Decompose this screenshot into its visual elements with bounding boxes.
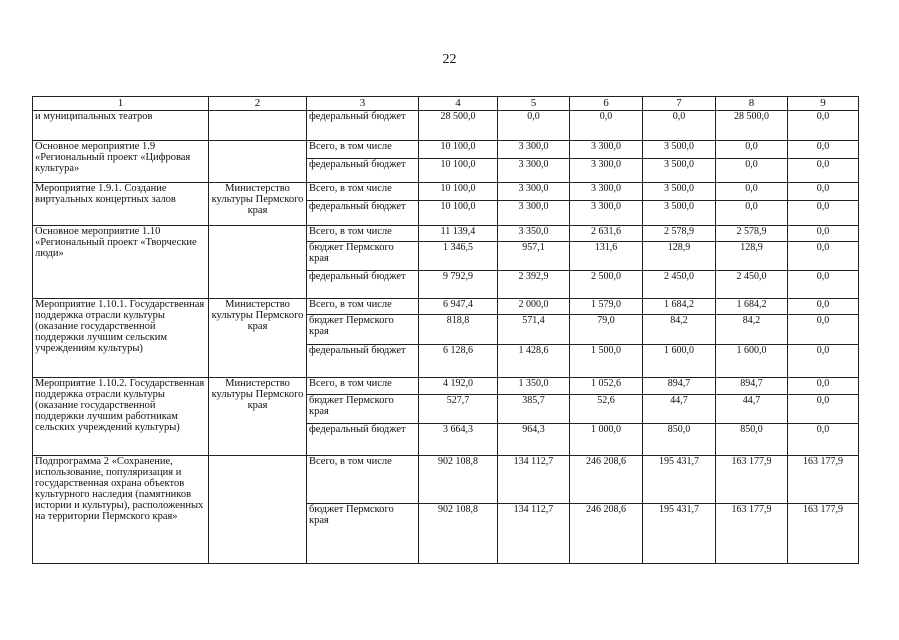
measure-name: и муниципальных театров	[33, 111, 209, 141]
amount-cell: 1 579,0	[570, 299, 643, 315]
funding-source: бюджет Пермского края	[307, 315, 419, 345]
amount-cell: 0,0	[570, 111, 643, 141]
amount-cell: 2 392,9	[498, 271, 570, 299]
amount-cell: 79,0	[570, 315, 643, 345]
amount-cell: 0,0	[788, 315, 859, 345]
page-number: 22	[442, 52, 457, 67]
amount-cell: 850,0	[643, 424, 716, 456]
amount-cell: 1 428,6	[498, 345, 570, 378]
amount-cell: 44,7	[643, 395, 716, 424]
funding-source: Всего, в том числе	[307, 183, 419, 201]
amount-cell: 2 450,0	[716, 271, 788, 299]
funding-source: бюджет Пермского края	[307, 504, 419, 564]
funding-source: Всего, в том числе	[307, 378, 419, 395]
funding-source: федеральный бюджет	[307, 345, 419, 378]
amount-cell: 134 112,7	[498, 456, 570, 504]
amount-cell: 0,0	[788, 395, 859, 424]
amount-cell: 0,0	[788, 141, 859, 159]
table-row	[33, 111, 859, 141]
amount-cell: 195 431,7	[643, 504, 716, 564]
amount-cell: 1 350,0	[498, 378, 570, 395]
amount-cell: 10 100,0	[419, 141, 498, 159]
amount-cell: 163 177,9	[788, 504, 859, 564]
amount-cell: 1 500,0	[570, 345, 643, 378]
amount-cell: 3 300,0	[570, 183, 643, 201]
amount-cell: 964,3	[498, 424, 570, 456]
amount-cell: 3 300,0	[570, 141, 643, 159]
amount-cell: 1 684,2	[643, 299, 716, 315]
column-header: 5	[498, 97, 570, 111]
funding-source: Всего, в том числе	[307, 141, 419, 159]
amount-cell: 1 000,0	[570, 424, 643, 456]
amount-cell: 2 000,0	[498, 299, 570, 315]
amount-cell: 1 346,5	[419, 242, 498, 271]
amount-cell: 0,0	[716, 183, 788, 201]
amount-cell: 246 208,6	[570, 456, 643, 504]
amount-cell: 163 177,9	[716, 456, 788, 504]
amount-cell: 0,0	[788, 159, 859, 183]
amount-cell: 11 139,4	[419, 226, 498, 242]
amount-cell: 3 300,0	[570, 201, 643, 226]
amount-cell: 3 500,0	[643, 183, 716, 201]
amount-cell: 0,0	[788, 345, 859, 378]
amount-cell: 52,6	[570, 395, 643, 424]
amount-cell: 527,7	[419, 395, 498, 424]
measure-name: Мероприятие 1.9.1. Создание виртуальных концертных залов	[33, 183, 209, 226]
funding-source: федеральный бюджет	[307, 271, 419, 299]
amount-cell: 3 300,0	[570, 159, 643, 183]
executor: Министерство культуры Пермского края	[209, 378, 307, 456]
funding-source: Всего, в том числе	[307, 456, 419, 504]
amount-cell: 385,7	[498, 395, 570, 424]
amount-cell: 818,8	[419, 315, 498, 345]
measure-name: Мероприятие 1.10.1. Государственная поддержка отрасли культуры (оказание государственной поддержки лучшим сельским учреждениям культуры)	[33, 299, 209, 378]
funding-source: федеральный бюджет	[307, 424, 419, 456]
amount-cell: 1 600,0	[716, 345, 788, 378]
amount-cell: 6 128,6	[419, 345, 498, 378]
amount-cell: 850,0	[716, 424, 788, 456]
column-header: 8	[716, 97, 788, 111]
column-header: 3	[307, 97, 419, 111]
amount-cell: 2 578,9	[643, 226, 716, 242]
funding-source: бюджет Пермского края	[307, 395, 419, 424]
amount-cell: 10 100,0	[419, 159, 498, 183]
table-row	[33, 183, 859, 201]
executor	[209, 111, 307, 141]
amount-cell: 902 108,8	[419, 456, 498, 504]
amount-cell: 84,2	[643, 315, 716, 345]
table-row	[33, 456, 859, 504]
amount-cell: 3 500,0	[643, 141, 716, 159]
column-header: 2	[209, 97, 307, 111]
amount-cell: 571,4	[498, 315, 570, 345]
amount-cell: 902 108,8	[419, 504, 498, 564]
amount-cell: 163 177,9	[788, 456, 859, 504]
amount-cell: 2 578,9	[716, 226, 788, 242]
amount-cell: 0,0	[788, 424, 859, 456]
amount-cell: 4 192,0	[419, 378, 498, 395]
amount-cell: 3 300,0	[498, 141, 570, 159]
amount-cell: 1 684,2	[716, 299, 788, 315]
amount-cell: 0,0	[788, 201, 859, 226]
amount-cell: 131,6	[570, 242, 643, 271]
table-row	[33, 299, 859, 315]
table-row	[33, 378, 859, 395]
executor	[209, 226, 307, 299]
column-header: 7	[643, 97, 716, 111]
amount-cell: 0,0	[788, 226, 859, 242]
amount-cell: 1 052,6	[570, 378, 643, 395]
column-header: 1	[33, 97, 209, 111]
amount-cell: 28 500,0	[419, 111, 498, 141]
amount-cell: 195 431,7	[643, 456, 716, 504]
table-row	[33, 141, 859, 159]
amount-cell: 28 500,0	[716, 111, 788, 141]
amount-cell: 894,7	[716, 378, 788, 395]
measure-name: Основное мероприятие 1.10 «Региональный проект «Творческие люди»	[33, 226, 209, 299]
amount-cell: 3 664,3	[419, 424, 498, 456]
funding-source: Всего, в том числе	[307, 226, 419, 242]
amount-cell: 3 500,0	[643, 201, 716, 226]
amount-cell: 0,0	[788, 183, 859, 201]
amount-cell: 10 100,0	[419, 183, 498, 201]
amount-cell: 2 450,0	[643, 271, 716, 299]
amount-cell: 3 300,0	[498, 201, 570, 226]
amount-cell: 3 300,0	[498, 183, 570, 201]
amount-cell: 246 208,6	[570, 504, 643, 564]
amount-cell: 0,0	[788, 271, 859, 299]
amount-cell: 44,7	[716, 395, 788, 424]
amount-cell: 894,7	[643, 378, 716, 395]
amount-cell: 0,0	[788, 299, 859, 315]
funding-source: федеральный бюджет	[307, 201, 419, 226]
amount-cell: 0,0	[716, 141, 788, 159]
amount-cell: 2 631,6	[570, 226, 643, 242]
amount-cell: 0,0	[788, 242, 859, 271]
amount-cell: 0,0	[643, 111, 716, 141]
amount-cell: 10 100,0	[419, 201, 498, 226]
amount-cell: 134 112,7	[498, 504, 570, 564]
amount-cell: 3 300,0	[498, 159, 570, 183]
amount-cell: 163 177,9	[716, 504, 788, 564]
executor	[209, 141, 307, 183]
measure-name: Мероприятие 1.10.2. Государственная поддержка отрасли культуры (оказание государственной поддержки лучшим работникам сельских учреждений культуры)	[33, 378, 209, 456]
measure-name: Основное мероприятие 1.9 «Региональный проект «Цифровая культура»	[33, 141, 209, 183]
amount-cell: 3 500,0	[643, 159, 716, 183]
table-row	[33, 226, 859, 242]
amount-cell: 1 600,0	[643, 345, 716, 378]
measure-name: Подпрограмма 2 «Сохранение, использование, популяризация и государственная охрана объектов культурного наследия (памятников истории и культуры), расположенных на территории Пермского края»	[33, 456, 209, 564]
funding-source: федеральный бюджет	[307, 159, 419, 183]
amount-cell: 957,1	[498, 242, 570, 271]
executor	[209, 456, 307, 564]
amount-cell: 9 792,9	[419, 271, 498, 299]
funding-source: Всего, в том числе	[307, 299, 419, 315]
amount-cell: 6 947,4	[419, 299, 498, 315]
funding-source: бюджет Пермского края	[307, 242, 419, 271]
amount-cell: 0,0	[716, 159, 788, 183]
amount-cell: 128,9	[643, 242, 716, 271]
column-header: 9	[788, 97, 859, 111]
amount-cell: 0,0	[716, 201, 788, 226]
executor: Министерство культуры Пермского края	[209, 183, 307, 226]
budget-table	[32, 96, 859, 564]
amount-cell: 0,0	[498, 111, 570, 141]
amount-cell: 84,2	[716, 315, 788, 345]
column-header: 6	[570, 97, 643, 111]
column-header: 4	[419, 97, 498, 111]
amount-cell: 3 350,0	[498, 226, 570, 242]
amount-cell: 0,0	[788, 111, 859, 141]
header-row	[33, 97, 859, 111]
amount-cell: 2 500,0	[570, 271, 643, 299]
amount-cell: 128,9	[716, 242, 788, 271]
amount-cell: 0,0	[788, 378, 859, 395]
funding-source: федеральный бюджет	[307, 111, 419, 141]
executor: Министерство культуры Пермского края	[209, 299, 307, 378]
